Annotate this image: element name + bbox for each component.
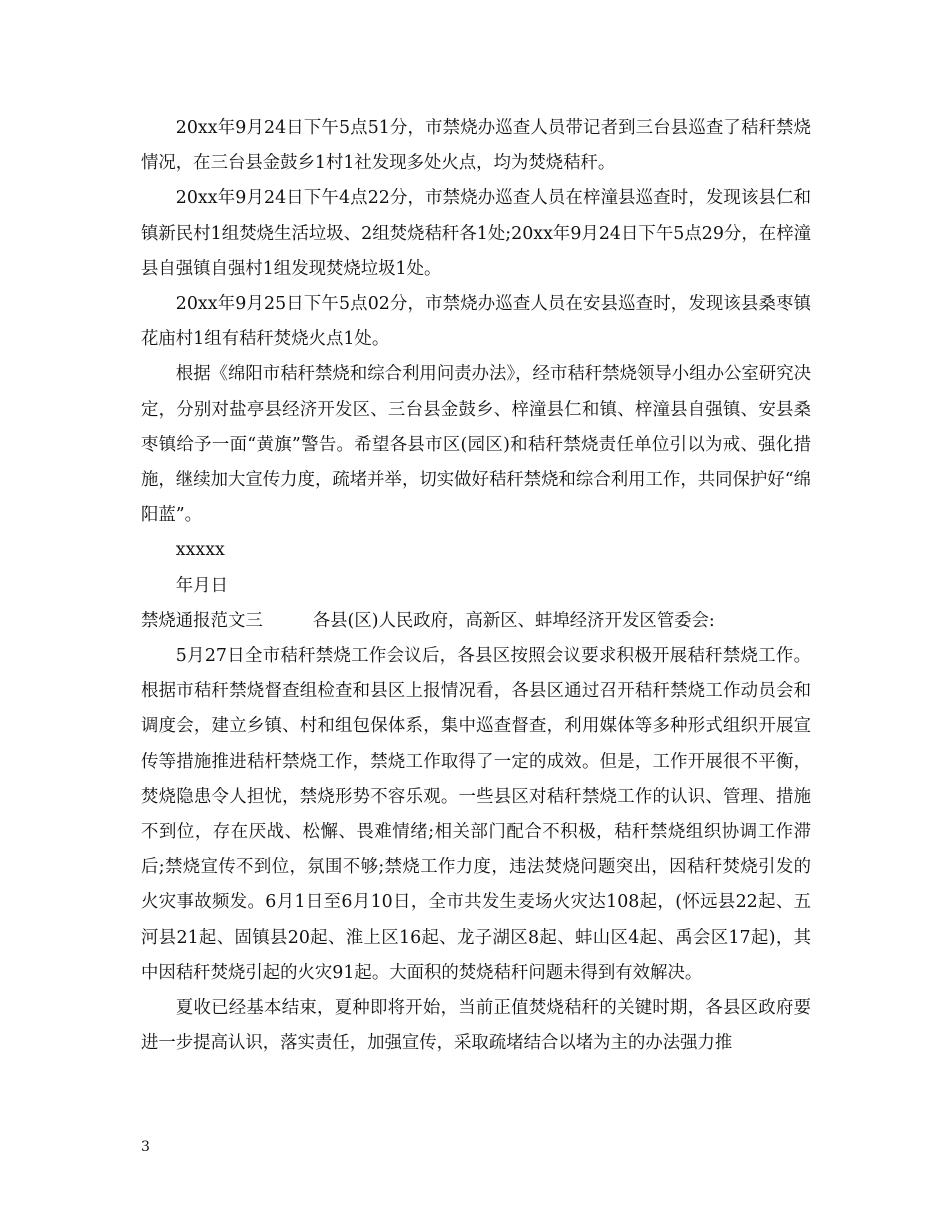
section-heading-line	[141, 604, 811, 639]
paragraph-3: 20xx年9月25日下午5点02分，市禁烧办巡查人员在安县巡查时，发现该县桑枣镇花庙村1组有秸秆焚烧火点1处。	[141, 294, 811, 350]
paragraph-4: 根据《绵阳市秸秆禁烧和综合利用问责办法》，经市秸秆禁烧领导小组办公室研究决定，分别对盐亭县经济开发区、三台县金鼓乡、梓潼县仁和镇、梓潼县自强镇、安县桑枣镇给予一面“黄旗”警告。希望各县市区(园区)和秸秆禁烧责任单位引以为戒、强化措施，继续加大宣传力度，疏堵并举，切实做好秸秆禁烧和综合利用工作，共同保护好“绵阳蓝”。	[141, 364, 811, 526]
document-body	[141, 111, 811, 1061]
signature-name: xxxxx	[175, 540, 225, 561]
paragraph-5: 5月27日全市秸秆禁烧工作会议后，各县区按照会议要求积极开展秸秆禁烧工作。根据市秸秆禁烧督查组检查和县区上报情况看，各县区通过召开秸秆禁烧工作动员会和调度会，建立乡镇、村和组包保体系，集中巡查督查，利用媒体等多种形式组织开展宣传等措施推进秸杆禁烧工作，禁烧工作取得了一定的成效。但是，工作开展很不平衡，焚烧隐患令人担忧，禁烧形势不容乐观。一些县区对秸秆禁烧工作的认识、管理、措施不到位，存在厌战、松懈、畏难情绪;相关部门配合不积极，秸秆禁烧组织协调工作滞后;禁烧宣传不到位，氛围不够;禁烧工作力度，违法焚烧问题突出，因秸秆焚烧引发的火灾事故频发。6月1日至6月10日，全市共发生麦场火灾达108起，(怀远县22起、五河县21起、固镇县20起、淮上区16起、龙子湖区8起、蚌山区4起、禹会区17起)，其中因秸秆焚烧引起的火灾91起。大面积的焚烧秸秆问题未得到有效解决。	[141, 646, 811, 983]
paragraph-6: 夏收已经基本结束，夏种即将开始，当前正值焚烧秸秆的关键时期，各县区政府要进一步提高认识，落实责任，加强宣传，采取疏堵结合以堵为主的办法强力推	[141, 998, 811, 1054]
section-recipient: 各县(区)人民政府，高新区、蚌埠经济开发区管委会:	[312, 610, 715, 631]
signature-date: 年月日	[175, 575, 228, 596]
page-number: 3	[141, 1139, 150, 1155]
section-title: 禁烧通报范文三	[141, 610, 263, 631]
paragraph-1: 20xx年9月24日下午5点51分，市禁烧办巡查人员带记者到三台县巡查了秸秆禁烧情况，在三台县金鼓乡1村1社发现多处火点，均为焚烧秸秆。	[141, 118, 811, 174]
paragraph-2: 20xx年9月24日下午4点22分，市禁烧办巡查人员在梓潼县巡查时，发现该县仁和镇新民村1组焚烧生活垃圾、2组焚烧秸秆各1处;20xx年9月24日下午5点29分，在梓潼县自强镇自强村1组发现焚烧垃圾1处。	[141, 188, 811, 279]
